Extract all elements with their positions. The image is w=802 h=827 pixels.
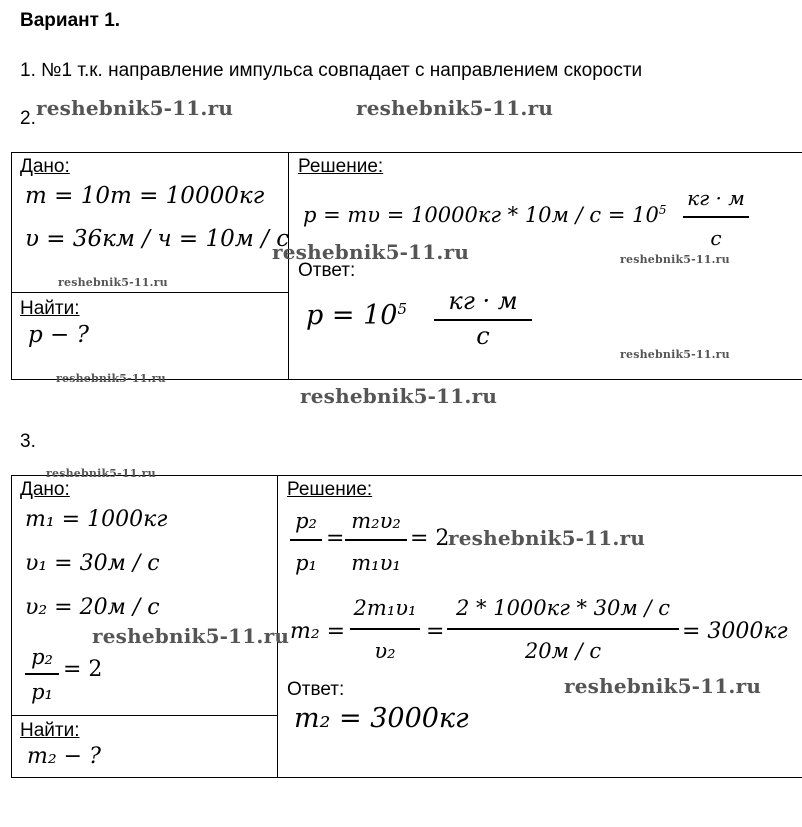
ratio-denominator-2: m₁υ₁ bbox=[351, 551, 401, 575]
watermark: reshebnik5-11.ru bbox=[448, 526, 646, 550]
mass-numerator: 2m₁υ₁ bbox=[353, 596, 417, 620]
solution-exponent: 5 bbox=[658, 203, 667, 217]
watermark: reshebnik5-11.ru bbox=[46, 467, 156, 480]
watermark: reshebnik5-11.ru bbox=[56, 372, 166, 385]
answer-mass: m₂ = 3000кг bbox=[294, 703, 469, 734]
given-mass-1: m₁ = 1000кг bbox=[25, 507, 168, 532]
watermark: reshebnik5-11.ru bbox=[564, 674, 762, 698]
watermark: reshebnik5-11.ru bbox=[92, 624, 290, 648]
find-label: Найти: bbox=[20, 720, 80, 741]
fraction-bar bbox=[25, 673, 59, 675]
answer-label: Ответ: bbox=[287, 679, 345, 700]
watermark: reshebnik5-11.ru bbox=[356, 96, 554, 120]
given-ratio-value: = 2 bbox=[63, 657, 103, 682]
mass-denominator-values: 20м / с bbox=[524, 639, 602, 663]
mass-denominator: υ₂ bbox=[374, 639, 396, 663]
watermark: reshebnik5-11.ru bbox=[620, 348, 730, 361]
solution-unit-denominator: с bbox=[710, 226, 722, 250]
solution-label: Решение: bbox=[287, 479, 373, 500]
ratio-result: = 2 bbox=[410, 526, 450, 551]
ratio-denominator: p₁ bbox=[295, 551, 317, 575]
solution-formula-left: p = mυ = 10000кг * 10м / с = 10 bbox=[303, 203, 659, 227]
answer-label: Ответ: bbox=[298, 260, 356, 281]
answer-unit-numerator: кг · м bbox=[448, 287, 518, 315]
watermark: reshebnik5-11.ru bbox=[36, 96, 234, 120]
mass-result: = 3000кг bbox=[682, 619, 788, 644]
solution-label: Решение: bbox=[298, 156, 384, 177]
answer-formula-left: p = 10 bbox=[306, 300, 398, 331]
equals-sign: = bbox=[426, 619, 445, 644]
solution-formula bbox=[303, 203, 666, 227]
question-2-number: 2. bbox=[20, 108, 36, 129]
answer-formula bbox=[306, 300, 407, 331]
fraction-bar bbox=[350, 628, 420, 630]
given-velocity-2: υ₂ = 20м / с bbox=[25, 595, 160, 620]
question-3-number: 3. bbox=[20, 431, 36, 452]
fraction-bar bbox=[683, 216, 749, 218]
equals-sign: = bbox=[326, 526, 345, 551]
question-1-answer: 1. №1 т.к. направление импульса совпадает с направлением скорости bbox=[20, 60, 643, 81]
fraction-bar bbox=[434, 319, 532, 321]
given-ratio-numerator: p₂ bbox=[31, 645, 53, 669]
given-mass: m = 10т = 10000кг bbox=[25, 183, 265, 209]
mass-numerator-values: 2 * 1000кг * 30м / с bbox=[456, 596, 670, 620]
find-mass-2: m₂ − ? bbox=[27, 744, 101, 769]
fraction-bar bbox=[290, 539, 322, 541]
variant-heading: Вариант 1. bbox=[20, 10, 121, 31]
mass-lhs: m₂ = bbox=[290, 619, 346, 644]
ratio-numerator-2: m₂υ₂ bbox=[351, 509, 401, 533]
watermark: reshebnik5-11.ru bbox=[58, 276, 168, 289]
given-velocity: υ = 36км / ч = 10м / с bbox=[25, 226, 290, 252]
watermark: reshebnik5-11.ru bbox=[300, 384, 498, 408]
fraction-bar bbox=[345, 539, 407, 541]
answer-unit-denominator: с bbox=[476, 322, 490, 350]
ratio-numerator: p₂ bbox=[295, 509, 317, 533]
find-momentum: p − ? bbox=[28, 322, 89, 348]
given-label: Дано: bbox=[20, 156, 70, 177]
given-ratio-denominator: p₁ bbox=[31, 680, 53, 704]
given-label: Дано: bbox=[20, 479, 70, 500]
fraction-bar bbox=[447, 628, 679, 630]
solution-unit-numerator: кг · м bbox=[687, 186, 745, 210]
watermark: reshebnik5-11.ru bbox=[272, 240, 470, 264]
watermark: reshebnik5-11.ru bbox=[620, 253, 730, 266]
given-velocity-1: υ₁ = 30м / с bbox=[25, 551, 160, 576]
find-label: Найти: bbox=[20, 298, 80, 319]
answer-exponent: 5 bbox=[397, 300, 407, 318]
